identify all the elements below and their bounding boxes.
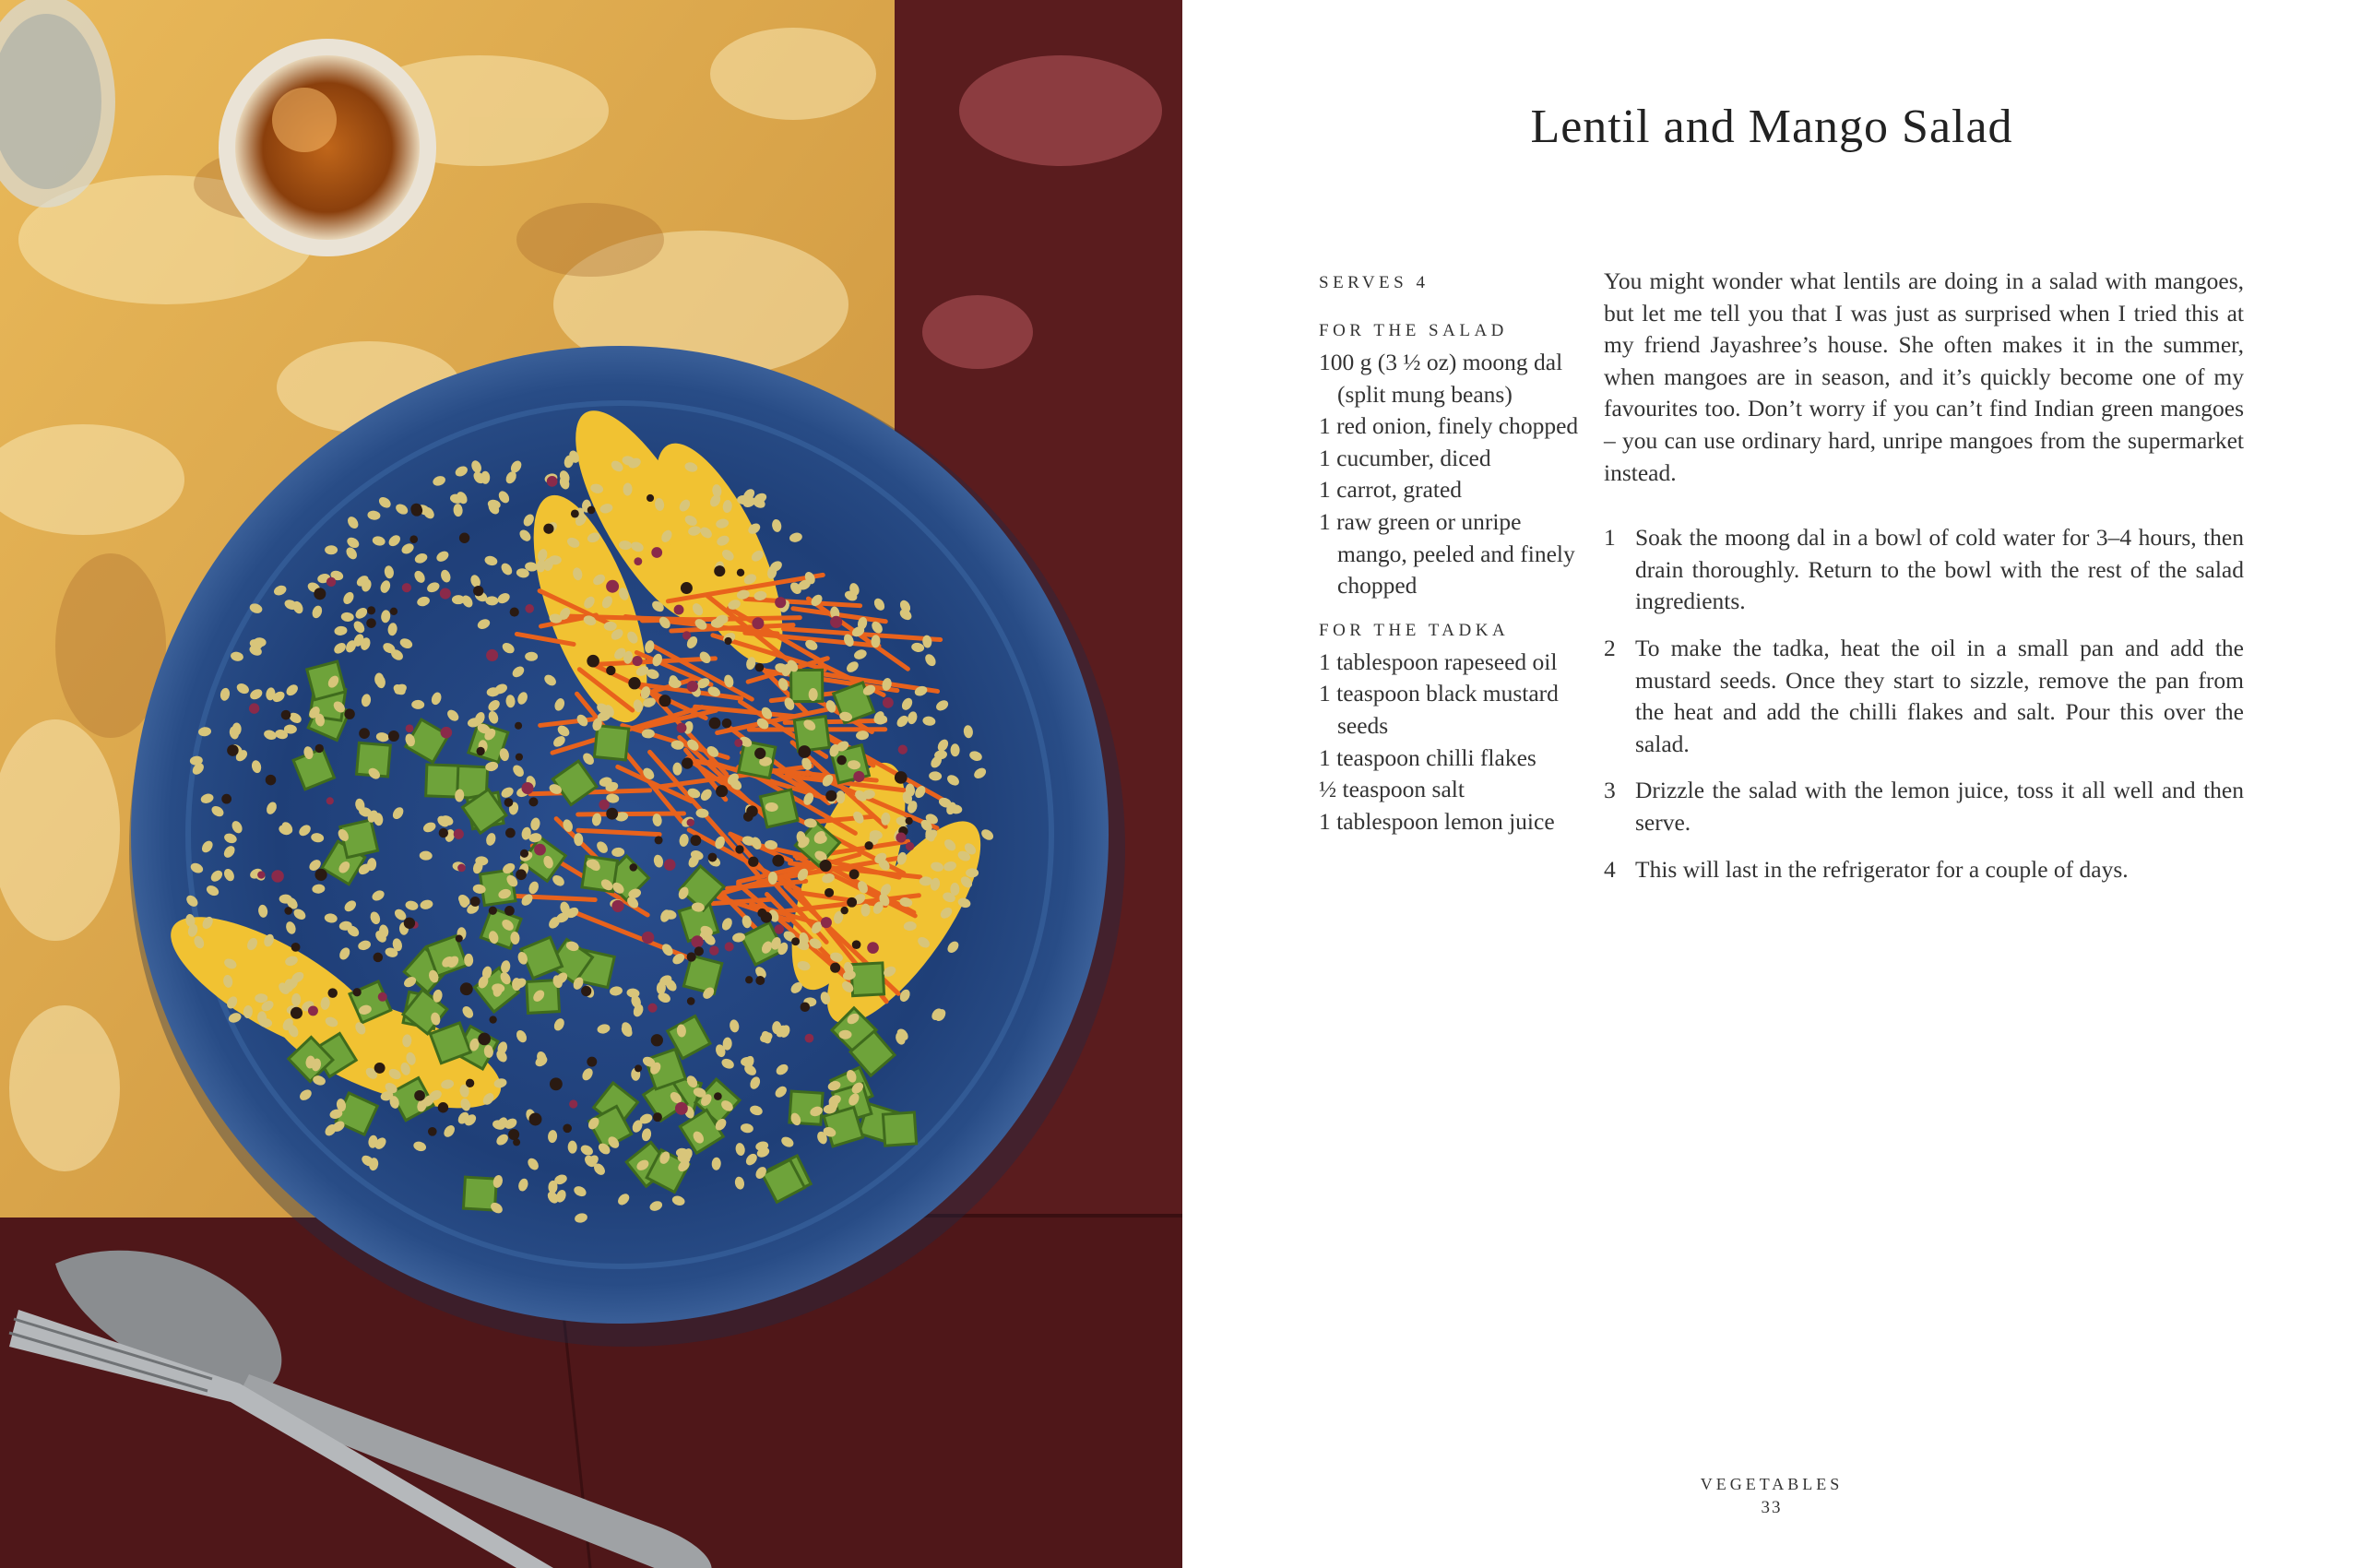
seed [409,535,418,543]
seed [414,1090,425,1101]
step-number: 2 [1604,634,1616,661]
seed [635,1064,642,1072]
seed [478,1033,491,1046]
seed [805,1034,814,1043]
seed [895,771,908,784]
step-number: 4 [1604,855,1616,883]
seed [470,897,481,907]
seed [629,863,637,872]
seed [326,797,334,804]
seed [775,924,784,933]
seed [374,953,383,962]
seed [516,869,527,880]
seed [836,755,847,766]
seed [691,935,703,947]
cucumber-cube [883,1112,916,1146]
seed [587,655,599,668]
lentil [512,978,521,991]
ingredient-item: 1 teaspoon chilli flakes [1319,743,1536,771]
serves-label: SERVES 4 [1319,273,1430,292]
seed [820,860,832,872]
seed [221,794,231,804]
seed [486,649,498,661]
seed [315,744,324,753]
seed [271,870,283,882]
seed [849,869,860,879]
seed [508,1129,519,1140]
seed [755,663,764,671]
lentil [464,954,473,967]
seed [682,757,693,768]
seed [521,782,533,794]
seed [883,697,894,708]
seed [308,1005,318,1016]
seed [906,817,913,825]
seed [525,604,534,613]
method-step [1604,522,2244,618]
seed [326,577,336,587]
ingredient-group [1319,315,1586,602]
seed [291,1007,303,1019]
seed [344,708,354,719]
seed [547,476,558,487]
ingredient-item: 1 red onion, finely chopped [1319,412,1579,440]
seed [314,869,326,881]
ingredient-group-heading: FOR THE SALAD [1319,321,1508,340]
seed [520,849,528,858]
seed [505,828,516,838]
seed [406,724,414,732]
seed [653,1112,662,1122]
seed [664,859,676,871]
ingredient-item: 1 tablespoon rapeseed oil [1319,647,1558,675]
seed [327,988,337,997]
seed [456,935,463,943]
seed [550,1077,563,1090]
ingredient-item: 1 cucumber, diced [1319,444,1491,471]
ingredient-item: ½ teaspoon salt [1319,776,1465,803]
seed [543,524,553,534]
seed [606,580,619,593]
seed [682,631,691,639]
seed [587,506,596,515]
seed [898,744,908,754]
recipe-intro: You might wonder what lentils are doing in a salad with mangoes, but let me tell you that I was just as surprised when I tried this at my friend Jayashree’s house. She often makes it in the summer, when mangoes are in season, and it’s quickly become one of my favourites too. Don’t worry if you can’t find Indian green mangoes – you can use ordinary hard, unripe mangoes from the supermarket instead. [1604,267,2244,486]
seed [314,588,326,600]
seed [852,940,861,949]
seed [825,888,834,897]
seed [257,871,265,878]
cucumber-cube [791,670,823,701]
seed [634,557,642,565]
seed [651,1034,663,1046]
seed [404,918,415,929]
seed [438,1102,448,1112]
seed [440,588,451,599]
seed [752,617,764,629]
seed [528,797,538,806]
seed [714,565,725,576]
glass-tea [219,39,436,256]
seed [402,583,411,592]
seed [459,533,469,543]
seed [291,943,301,952]
seed [454,829,464,839]
seed [359,728,370,739]
ingredient-item: 1 raw green or unripe mango, peeled and finely chopped [1319,507,1575,600]
step-number: 3 [1604,777,1616,804]
ingredient-item: 1 tablespoon lemon juice [1319,807,1555,835]
seed [378,992,387,1002]
method-step [1604,854,2244,886]
seed [647,494,654,502]
method-step [1604,633,2244,760]
ingredients-column [1319,267,1586,837]
seed [761,911,772,922]
ingredient-item: 100 g (3 ½ oz) moong dal (split mung beans) [1319,349,1563,408]
seed [606,808,618,820]
seed [473,586,483,596]
seed [441,727,453,739]
seed [428,1127,437,1136]
seed [374,1063,386,1074]
seed [867,942,879,954]
seed [504,906,515,916]
seed [830,616,842,628]
seed [798,745,811,758]
step-text: Soak the moong dal in a bowl of cold water for 3–4 hours, then drain thoroughly. Return to the bowl with the rest of the salad ingredients. [1635,524,2244,615]
ingredient-item: 1 teaspoon black mustard seeds [1319,680,1559,739]
seed [606,666,615,675]
seed [516,754,523,761]
seed [563,1123,572,1133]
lentil [951,743,960,756]
seed [628,677,640,689]
seed [249,703,259,713]
seed [534,844,546,856]
seed [896,832,906,842]
seed [687,997,695,1005]
cucumber-cube [426,765,458,797]
seed [367,606,375,614]
recipe-page [1182,0,2361,1568]
seed [791,937,800,945]
seed [687,819,694,826]
seed [840,907,848,914]
seed [821,917,832,928]
step-text: To make the tadka, heat the oil in a small pan and add the mustard seeds. Once they start to sizzle, remove the pan from the heat and add the chilli flakes and salt. Pour this over the salad. [1635,634,2244,757]
seed [489,1016,496,1023]
seed [847,897,857,908]
seed [687,681,698,692]
method-step [1604,775,2244,838]
seed [504,798,514,807]
seed [510,607,519,616]
seed [651,547,662,558]
page-number: 33 [1761,1498,1783,1517]
seed [737,569,744,576]
seed [648,1004,658,1013]
seed [388,731,399,742]
seed [722,719,732,729]
seed [709,718,721,730]
seed [674,605,684,615]
seed [489,907,497,915]
seed [528,1112,541,1125]
cucumber-cube [594,726,628,760]
page-footer [1182,1472,2361,1520]
seed [830,963,840,973]
seed [801,1002,810,1011]
seed [708,853,718,862]
seed [864,841,872,849]
seed [825,790,836,802]
seed [725,942,734,951]
cucumber-cube [851,963,884,996]
seed [748,857,758,867]
seed [754,748,765,759]
seed [642,932,654,944]
seed [460,982,473,995]
seed [611,900,623,912]
seed [515,722,522,730]
cucumber-cube [480,870,516,906]
seed [677,723,687,733]
recipe-title: Lentil and Mango Salad [1530,101,2013,153]
method-steps [1604,522,2244,885]
seed [390,608,397,615]
ingredient-item: 1 carrot, grated [1319,476,1463,504]
seed [439,828,448,837]
seed [284,907,292,915]
seed [599,800,609,810]
section-name: VEGETABLES [1700,1475,1844,1493]
seed [687,952,696,961]
seed [681,582,693,594]
seed [775,597,786,608]
seed [709,945,718,955]
step-text: Drizzle the salad with the lemon juice, toss it all well and then serve. [1635,777,2244,836]
seed [724,637,731,645]
seed [587,1057,597,1067]
step-text: This will last in the refrigerator for a couple of days. [1635,855,2129,883]
seed [906,842,914,850]
seed [633,656,643,666]
seed [735,845,743,853]
seed [366,618,376,628]
ingredient-groups [1319,315,1586,837]
seed [281,710,291,720]
seed [691,835,702,846]
seed [694,946,704,956]
seed [853,771,864,782]
seed [772,855,784,867]
seed [353,988,362,996]
ingredient-group-heading: FOR THE TADKA [1319,620,1510,640]
lentil [966,868,979,877]
seed [466,1079,474,1087]
cucumber-cube [307,661,346,700]
seed [266,775,277,786]
seed [571,510,579,518]
seed [476,747,484,755]
seed [734,739,742,747]
recipe-body [1604,266,2244,900]
cucumber-cube [683,956,721,993]
ingredient-group [1319,615,1586,838]
seed [743,812,753,822]
step-number: 1 [1604,524,1616,552]
seed [658,695,670,707]
seed [411,505,422,516]
seed [655,836,663,844]
seed [227,744,238,755]
seed [755,976,765,985]
seed [457,864,466,873]
seed [513,1138,520,1146]
seed [745,976,753,983]
seed [581,986,591,996]
seed [569,1099,577,1108]
seed [675,1102,688,1115]
seed [716,785,728,797]
seed [714,1092,722,1100]
